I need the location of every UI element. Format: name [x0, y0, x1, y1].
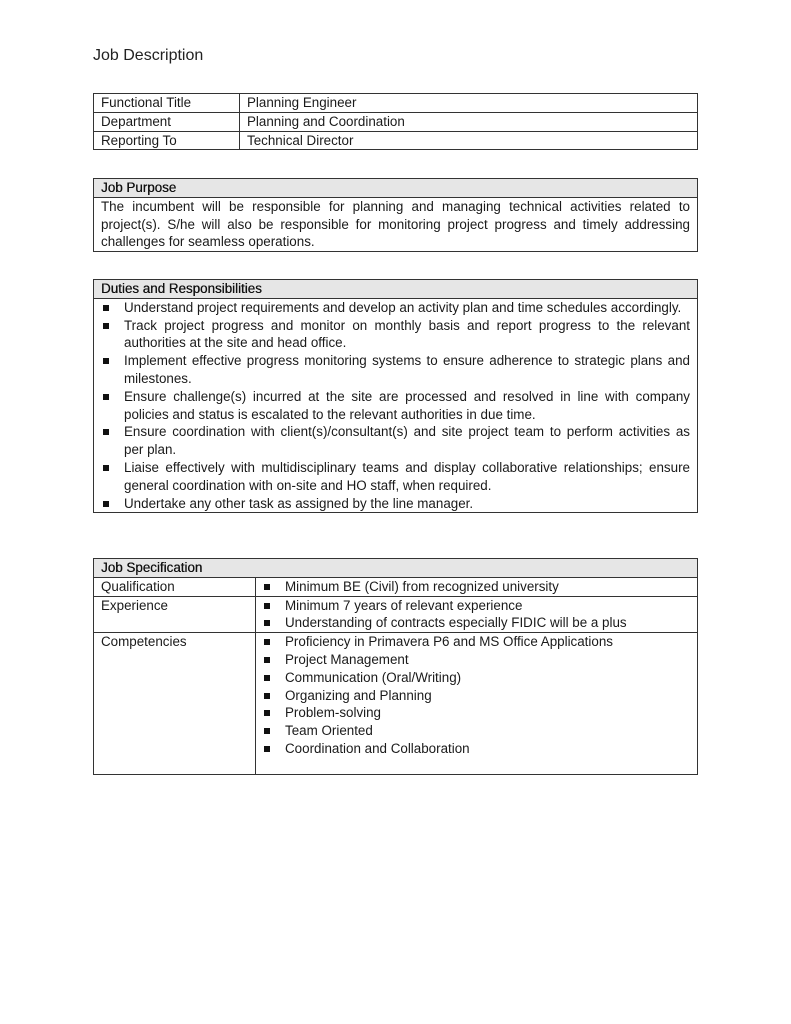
- job-purpose-table: [93, 178, 698, 252]
- list-item: Liaise effectively with multidisciplinary teams and display collaborative relationships; ensure general coordination with on-site and HO staff, when required.: [101, 459, 690, 495]
- table-header-row: [94, 280, 698, 299]
- table-row: [94, 633, 698, 775]
- experience-list: [262, 597, 690, 633]
- square-bullet-icon: [264, 728, 270, 734]
- department-value: Planning and Coordination: [240, 112, 698, 131]
- list-item: Proficiency in Primavera P6 and MS Office Applications: [262, 633, 690, 651]
- square-bullet-icon: [264, 693, 270, 699]
- square-bullet-icon: [103, 394, 109, 400]
- table-row: [94, 596, 698, 633]
- list-item: Understanding of contracts especially FIDIC will be a plus: [262, 614, 690, 632]
- duties-heading: Duties and Responsibilities: [101, 281, 262, 296]
- department-label: Department: [94, 112, 240, 131]
- qualification-list: [262, 578, 690, 596]
- competencies-list: [262, 633, 690, 758]
- square-bullet-icon: [264, 603, 270, 609]
- list-item: Organizing and Planning: [262, 687, 690, 705]
- list-item: Coordination and Collaboration: [262, 740, 690, 758]
- list-item: Track project progress and monitor on monthly basis and report progress to the relevant authorities at the site and head office.: [101, 317, 690, 353]
- competencies-label: Competencies: [94, 633, 256, 775]
- square-bullet-icon: [103, 501, 109, 507]
- functional-title-value: Planning Engineer: [240, 94, 698, 113]
- list-item: Problem-solving: [262, 704, 690, 722]
- table-header-row: [94, 179, 698, 198]
- list-item: Team Oriented: [262, 722, 690, 740]
- square-bullet-icon: [103, 358, 109, 364]
- table-header-row: [94, 559, 698, 578]
- list-item: Minimum BE (Civil) from recognized university: [262, 578, 690, 596]
- list-item: Project Management: [262, 651, 690, 669]
- square-bullet-icon: [264, 639, 270, 645]
- square-bullet-icon: [103, 305, 109, 311]
- reporting-to-label: Reporting To: [94, 131, 240, 150]
- square-bullet-icon: [264, 746, 270, 752]
- square-bullet-icon: [264, 710, 270, 716]
- duties-table: [93, 279, 698, 513]
- qualification-label: Qualification: [94, 577, 256, 596]
- square-bullet-icon: [103, 465, 109, 471]
- table-row: [94, 94, 698, 113]
- list-item: Undertake any other task as assigned by the line manager.: [101, 495, 690, 513]
- table-row: [94, 131, 698, 150]
- functional-title-label: Functional Title: [94, 94, 240, 113]
- square-bullet-icon: [103, 429, 109, 435]
- job-purpose-heading: Job Purpose: [101, 180, 177, 195]
- square-bullet-icon: [264, 657, 270, 663]
- list-item: Implement effective progress monitoring systems to ensure adherence to strategic plans and milestones.: [101, 352, 690, 388]
- job-specification-table: [93, 558, 698, 775]
- basic-info-table: [93, 93, 698, 150]
- table-row: [94, 112, 698, 131]
- square-bullet-icon: [264, 584, 270, 590]
- square-bullet-icon: [264, 675, 270, 681]
- list-item: Communication (Oral/Writing): [262, 669, 690, 687]
- list-item: Ensure coordination with client(s)/consultant(s) and site project team to perform activities as per plan.: [101, 423, 690, 459]
- job-specification-heading: Job Specification: [101, 560, 203, 575]
- table-row: [94, 577, 698, 596]
- square-bullet-icon: [264, 620, 270, 626]
- list-item: Minimum 7 years of relevant experience: [262, 597, 690, 615]
- table-row: [94, 197, 698, 251]
- experience-label: Experience: [94, 596, 256, 633]
- square-bullet-icon: [103, 323, 109, 329]
- page-title: Job Description: [93, 47, 204, 64]
- duties-list: [101, 299, 690, 513]
- list-item: Ensure challenge(s) incurred at the site are processed and resolved in line with company policies and status is escalated to the relevant authorities in due time.: [101, 388, 690, 424]
- table-row: [94, 298, 698, 513]
- job-purpose-text: The incumbent will be responsible for planning and managing technical activities related to project(s). S/he will also be responsible for monitoring project progress and timely addressing challenges for seamless operations.: [94, 197, 698, 251]
- reporting-to-value: Technical Director: [240, 131, 698, 150]
- list-item: Understand project requirements and develop an activity plan and time schedules accordingly.: [101, 299, 690, 317]
